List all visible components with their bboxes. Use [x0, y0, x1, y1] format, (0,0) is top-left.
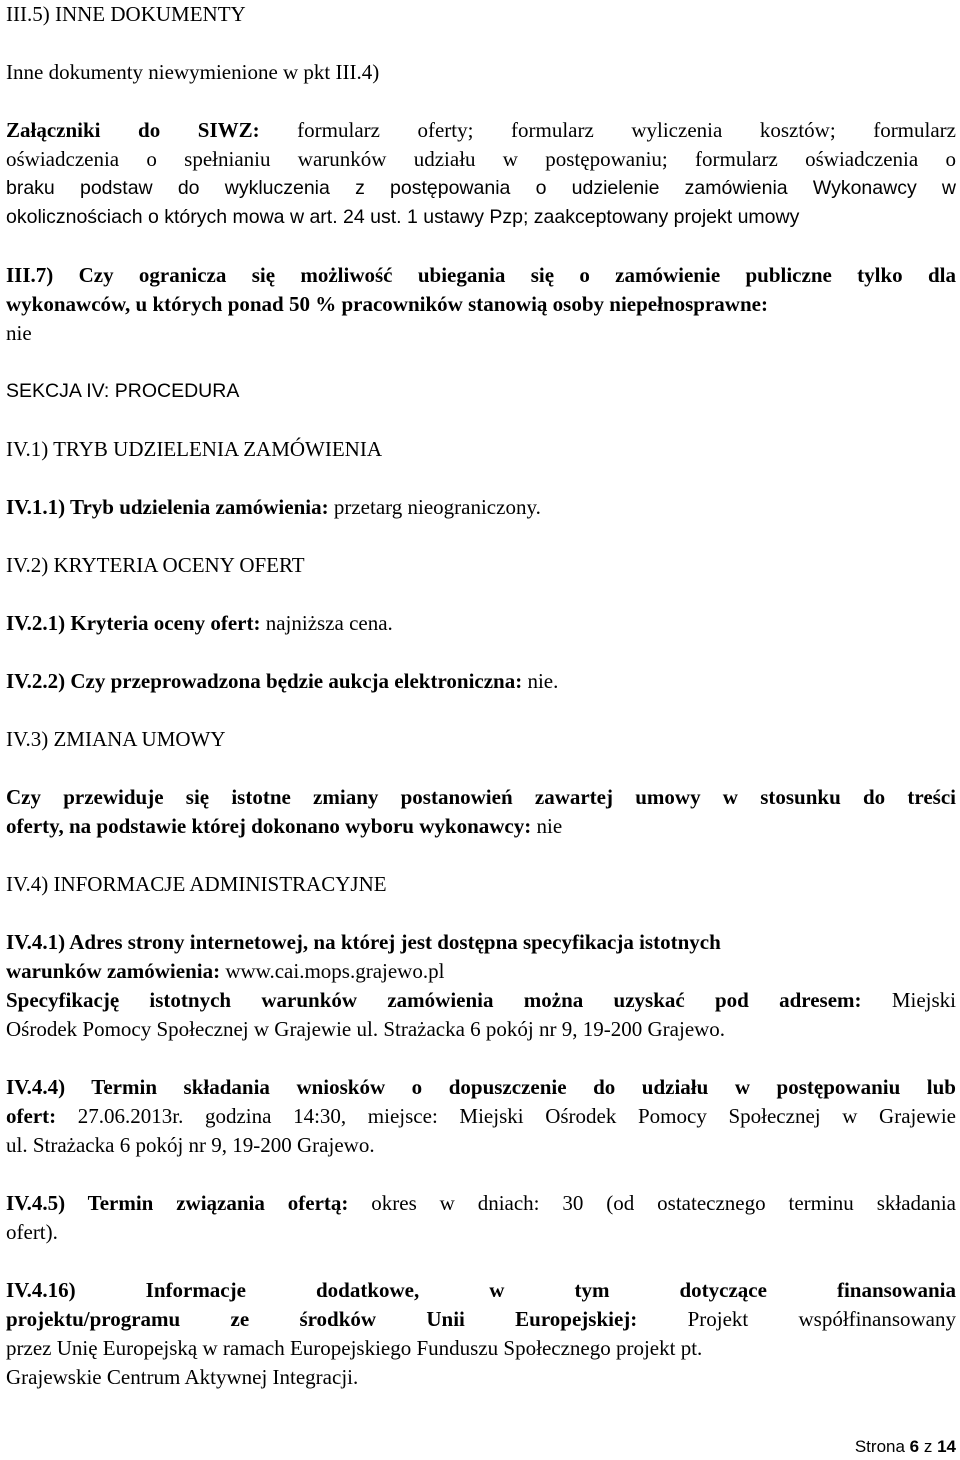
section-heading-IV4: IV.4) INFORMACJE ADMINISTRACYJNE [6, 872, 387, 896]
website-url: www.cai.mops.grajewo.pl [220, 959, 445, 983]
criteria [6, 609, 956, 638]
attachments-paragraph [6, 116, 956, 232]
procedure-type [6, 493, 956, 522]
procedure-type-label: IV.1.1) Tryb udzielenia zamówienia: [6, 495, 329, 519]
section-heading-IV: SEKCJA IV: PROCEDURA [6, 380, 240, 402]
page-number-label: Strona [854, 1437, 910, 1456]
deadline-line-3: ul. Strażacka 6 pokój nr 9, 19-200 Grajewo. [6, 1133, 375, 1157]
attachments-line-1 [6, 116, 956, 145]
contract-change-line-1: Czy przewiduje się istotne zmiany postanowień zawartej umowy w stosunku do treści [6, 785, 956, 809]
section-III7 [6, 261, 956, 348]
contract-change-answer: nie [531, 814, 563, 838]
section-heading-IV2: IV.2) KRYTERIA OCENY OFERT [6, 553, 305, 577]
binding-line-1: IV.4.5) Termin związania ofertą: okres w dniach: 30 (od ostatecznego terminu składania [6, 1191, 956, 1215]
page-number [855, 1436, 956, 1458]
III7-question-line-1: III.7) Czy ogranicza się możliwość ubiegania się o zamówienie publiczne tylko dla [6, 263, 956, 287]
electronic-auction-value: nie. [522, 669, 559, 693]
binding-label: IV.4.5) Termin związania ofertą: [6, 1191, 349, 1215]
website-line-2: warunków zamówienia: www.cai.mops.grajewo.pl [6, 959, 445, 983]
deadline-line-2: ofert: 27.06.2013r. godzina 14:30, miejsce: Miejski Ośrodek Pomocy Społecznej w Grajewie [6, 1104, 956, 1128]
additional-info-line-4: Grajewskie Centrum Aktywnej Integracji. [6, 1365, 359, 1389]
attachments-text-1: formularz oferty; formularz wyliczenia kosztów; formularz [259, 118, 956, 142]
website-line-1: IV.4.1) Adres strony internetowej, na której jest dostępna specyfikacja istotnych [6, 930, 721, 954]
III7-question-line-2: wykonawców, u których ponad 50 % pracowników stanowią osoby niepełnosprawne: [6, 292, 768, 316]
criteria-label: IV.2.1) Kryteria oceny ofert: [6, 611, 261, 635]
III7-answer: nie [6, 321, 32, 345]
attachments-line-3: braku podstaw do wykluczenia z postępowania o udzielenie zamówienia Wykonawcy w [6, 177, 956, 199]
attachments-line-4: okolicznościach o których mowa w art. 24 ust. 1 ustawy Pzp; zaakceptowany projekt umowy [6, 206, 800, 228]
section-heading-IV1: IV.1) TRYB UDZIELENIA ZAMÓWIENIA [6, 437, 383, 461]
document-page [6, 0, 956, 1392]
attachments-label: Załączniki do SIWZ: [6, 118, 260, 142]
contract-change-line-2: oferty, na podstawie której dokonano wyboru wykonawcy: nie [6, 814, 563, 838]
attachments-line-2: oświadczenia o spełnianiu warunków udziału w postępowaniu; formularz oświadczenia o [6, 147, 956, 171]
additional-info-line-2: projektu/programu ze środków Unii Europejskiej: Projekt współfinansowany [6, 1307, 956, 1331]
criteria-value: najniższa cena. [260, 611, 393, 635]
spec-address-line-1: Specyfikację istotnych warunków zamówienia można uzyskać pod adresem: Miejski [6, 988, 956, 1012]
section-heading-III5: III.5) INNE DOKUMENTY [6, 2, 246, 26]
additional-info-line-1: IV.4.16) Informacje dodatkowe, w tym dotyczące finansowania [6, 1278, 956, 1302]
section-heading-IV3: IV.3) ZMIANA UMOWY [6, 727, 226, 751]
electronic-auction [6, 667, 956, 696]
additional-info-line-3: przez Unię Europejską w ramach Europejskiego Funduszu Społecznego projekt pt. [6, 1336, 703, 1360]
other-documents-text: Inne dokumenty niewymienione w pkt III.4) [6, 60, 380, 84]
spec-address-line-2: Ośrodek Pomocy Społecznej w Grajewie ul. Strażacka 6 pokój nr 9, 19-200 Grajewo. [6, 1017, 726, 1041]
page-number-separator: z [919, 1437, 938, 1456]
page-number-total: 14 [937, 1437, 956, 1456]
binding-line-2: ofert). [6, 1220, 58, 1244]
deadline-value: 27.06.2013r. godzina 14:30, miejsce: Miejski Ośrodek Pomocy Społecznej w Grajewie [56, 1104, 956, 1128]
procedure-type-value: przetarg nieograniczony. [328, 495, 541, 519]
deadline-line-1: IV.4.4) Termin składania wniosków o dopuszczenie do udziału w postępowaniu lub [6, 1075, 956, 1099]
page-number-current: 6 [909, 1437, 920, 1456]
spec-address-label: Specyfikację istotnych warunków zamówienia można uzyskać pod adresem: [6, 988, 862, 1012]
electronic-auction-label: IV.2.2) Czy przeprowadzona będzie aukcja elektroniczna: [6, 669, 523, 693]
